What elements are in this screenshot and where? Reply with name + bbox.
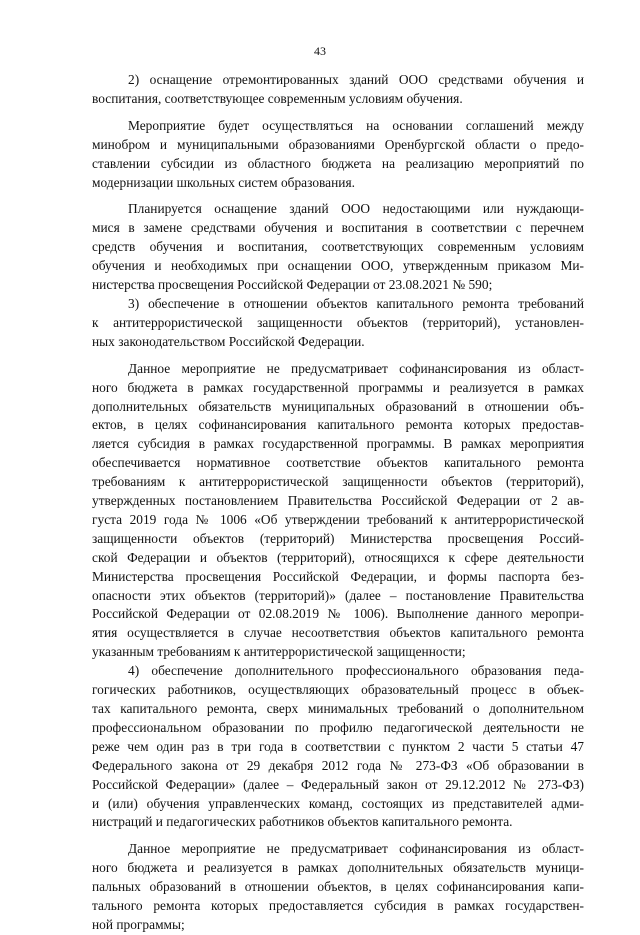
text-line: Министерства просвещения Российской Федерации, и формы паспорта без- bbox=[92, 568, 584, 584]
text-line: нистраций и педагогических работников объектов капитального ремонта. bbox=[92, 814, 513, 830]
text-line: мися в замене средствами обучения и воспитания в соответствии с перечнем bbox=[92, 220, 584, 236]
text-line: ской Федерации и объектов (территорий), относящихся к сфере деятельности bbox=[92, 549, 584, 565]
text-line: ставлении субсидии из областного бюджета на реализацию мероприятий по bbox=[92, 155, 584, 171]
paragraph-gap bbox=[92, 192, 584, 200]
page-body bbox=[92, 71, 584, 935]
text-line: Данное мероприятие не предусматривает софинансирования из област- bbox=[128, 360, 584, 376]
text-line: Мероприятие будет осуществляться на основании соглашений между bbox=[128, 117, 584, 133]
text-line: гогических работников, осуществляющих образовательный процесс в объек- bbox=[92, 682, 584, 698]
text-line: ляется субсидия в рамках государственной программы. В рамках мероприятия bbox=[92, 436, 584, 452]
text-line: густа 2019 года № 1006 «Об утверждении требований к антитеррористической bbox=[92, 511, 584, 527]
text-line: Российской Федерации» (далее – Федеральный закон от 29.12.2012 № 273-ФЗ) bbox=[92, 776, 584, 792]
text-line: Федерального закона от 29 декабря 2012 года № 273-ФЗ «Об образовании в bbox=[92, 757, 584, 773]
text-line: тального ремонта которых предоставляется субсидия в рамках государствен- bbox=[92, 898, 584, 914]
text-line: указанным требованиям к антитеррористической защищенности; bbox=[92, 644, 466, 660]
text-line: ятия осуществляется в случае несоответствия объектов капитального ремонта bbox=[92, 625, 584, 641]
text-line: ектов, в целях софинансирования капитального ремонта которых предостав- bbox=[92, 417, 584, 433]
text-line: ного бюджета и реализуется в рамках дополнительных обязательств муници- bbox=[92, 860, 584, 876]
text-line: ных законодательством Российской Федерации. bbox=[92, 333, 365, 349]
text-line: и (или) обучения управленческих команд, состоящих из представителей адми- bbox=[92, 795, 584, 811]
text-line: воспитания, соответствующее современным условиям обучения. bbox=[92, 90, 463, 106]
text-line: утвержденных постановлением Правительства Российской Федерации от 2 ав- bbox=[92, 493, 584, 509]
text-line: обучения и необходимых при оснащении ООО, утвержденным приказом Ми- bbox=[92, 258, 584, 274]
paragraph bbox=[92, 295, 584, 352]
text-line: к антитеррористической защищенности объектов (территорий), установлен- bbox=[92, 314, 584, 330]
text-line: 4) обеспечение дополнительного профессионального образования педа- bbox=[128, 663, 584, 679]
text-line: опасности этих объектов (территорий)» (далее – постановление Правительства bbox=[92, 587, 584, 603]
text-line: тах капитального ремонта, сверх минимальных требований о дополнительном bbox=[92, 701, 584, 716]
paragraph-gap bbox=[92, 109, 584, 117]
text-line: модернизации школьных систем образования. bbox=[92, 174, 355, 190]
text-line: требованиям к антитеррористической защищенности объектов (территорий), bbox=[92, 474, 584, 490]
text-line: профессиональном образовании по профилю педагогической деятельности не bbox=[92, 719, 584, 735]
paragraph bbox=[92, 360, 584, 663]
paragraph bbox=[92, 117, 584, 193]
text-line: ной программы; bbox=[92, 916, 185, 932]
text-line: дополнительных обязательств муниципальных образований в отношении объ- bbox=[92, 398, 584, 414]
text-line: 2) оснащение отремонтированных зданий ООО средствами обучения и bbox=[128, 72, 584, 87]
text-line: реже чем один раз в три года в соответствии с пунктом 2 части 5 статьи 47 bbox=[92, 738, 584, 754]
paragraph bbox=[92, 71, 584, 109]
text-line: Планируется оснащение зданий ООО недостающими или нуждающи- bbox=[128, 201, 584, 217]
paragraph-gap bbox=[92, 832, 584, 840]
text-line: Данное мероприятие не предусматривает софинансирования из област- bbox=[128, 841, 584, 857]
text-line: минобром и муниципальными образованиями Оренбургской области о предо- bbox=[92, 136, 584, 152]
page-number: 43 bbox=[314, 44, 326, 58]
text-line: нистерства просвещения Российской Федерации от 23.08.2021 № 590; bbox=[92, 277, 493, 293]
text-line: ного бюджета в рамках государственной программы и реализуется в рамках bbox=[92, 379, 584, 395]
paragraph bbox=[92, 840, 584, 935]
paragraph-gap bbox=[92, 352, 584, 360]
text-line: 3) обеспечение в отношении объектов капитального ремонта требований bbox=[128, 295, 584, 311]
paragraph bbox=[92, 662, 584, 832]
text-line: обеспечивается нормативное соответствие объектов капитального ремонта bbox=[92, 455, 584, 471]
text-line: Российской Федерации от 02.08.2019 № 1006). Выполнение данного меропри- bbox=[92, 606, 584, 622]
text-line: защищенности объектов (территорий) Министерства просвещения Россий- bbox=[92, 530, 584, 546]
text-line: пальных образований в отношении объектов, в целях софинансирования капи- bbox=[92, 879, 584, 895]
paragraph bbox=[92, 200, 584, 295]
text-line: средств обучения и воспитания, соответствующих современным условиям bbox=[92, 239, 584, 255]
